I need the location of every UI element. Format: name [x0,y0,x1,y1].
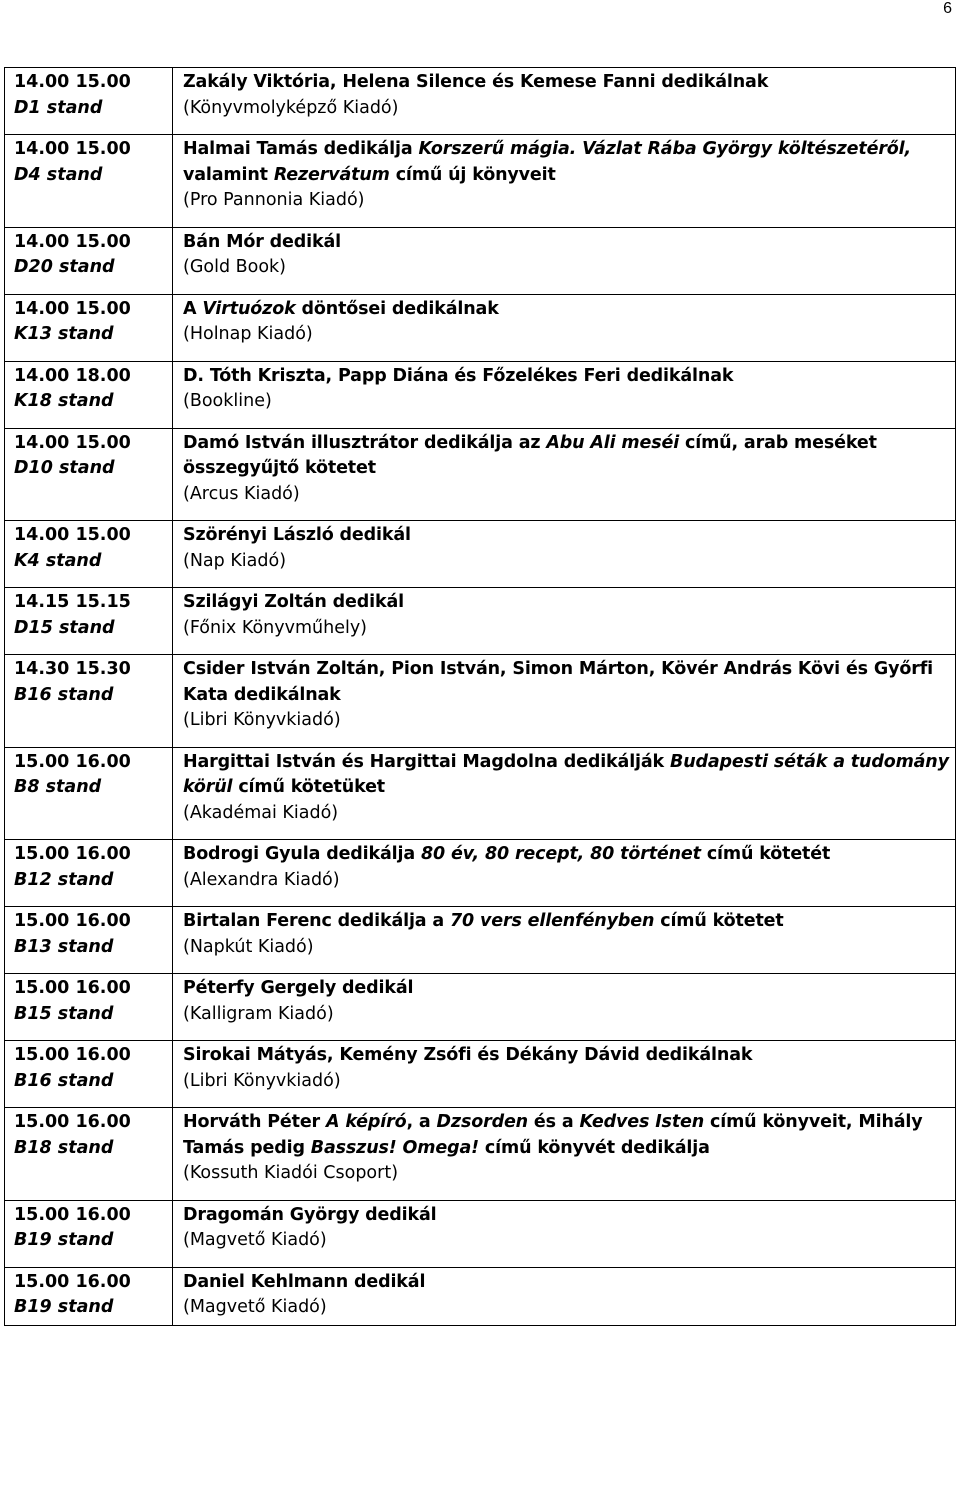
description-text: D. Tóth Kriszta, Papp Diána és Főzelékes Feri dedikálnak [183,365,734,386]
publisher-name: (Libri Könyvkiadó) [183,710,341,730]
time-range: 15.00 16.00 [14,844,131,864]
stand-label: D10 stand [14,458,115,478]
publisher-name: (Arcus Kiadó) [183,483,300,504]
time-range: 15.00 16.00 [14,1112,131,1132]
description-text: című kötetét [700,844,831,864]
event-cell [173,747,956,840]
publisher-name: (Gold Book) [183,257,287,277]
event-cell [173,907,956,974]
publisher-name: (Pro Pannonia Kiadó) [183,190,365,210]
stand-label: B12 stand [14,869,114,890]
description-text: című új könyveit [389,164,556,185]
event-description [183,909,949,935]
event-cell [173,840,956,907]
event-description [183,1110,949,1161]
book-title: Kedves Isten [579,1112,705,1132]
event-cell [173,227,956,294]
stand-label: K4 stand [14,550,102,571]
schedule-row [5,294,956,361]
book-title: Abu Ali meséi [546,432,680,453]
publisher-name: (Kossuth Kiadói Csoport) [183,1163,399,1183]
publisher-name: (Akadémai Kiadó) [183,802,339,823]
stand-label: B19 stand [14,1297,114,1317]
time-cell [5,907,173,974]
publisher-name: (Kalligram Kiadó) [183,1003,334,1024]
schedule-row [5,68,956,135]
description-text: Dragomán György dedikál [183,1204,437,1225]
description-text: Daniel Kehlmann dedikál [183,1271,426,1292]
schedule-row [5,227,956,294]
description-text: című kötetet [654,911,784,931]
event-description [183,523,949,549]
description-text: Damó István illusztrátor dedikálja az [183,432,547,453]
event-cell [173,428,956,521]
publisher-name: (Könyvmolyképző Kiadó) [183,97,399,118]
description-text: Bodrogi Gyula dedikálja [183,844,421,864]
publisher-name: (Libri Könyvkiadó) [183,1070,341,1091]
schedule-row [5,840,956,907]
event-cell [173,974,956,1041]
time-cell [5,521,173,588]
description-text: Halmai Tamás dedikálja [183,139,419,159]
stand-label: D15 stand [14,617,115,638]
event-description [183,750,949,801]
time-cell [5,974,173,1041]
description-text: című könyveit, Mihály Tamás pedig [183,1112,923,1158]
event-description [183,1043,949,1069]
stand-label: K18 stand [14,391,114,411]
time-cell [5,1200,173,1267]
description-text: Hargittai István és Hargittai Magdolna dedikálják [183,751,670,772]
schedule-row [5,135,956,228]
description-text: és a [527,1112,580,1132]
event-cell [173,1041,956,1108]
stand-label: B19 stand [14,1230,114,1250]
stand-label: D20 stand [14,257,115,277]
event-description [183,230,949,256]
description-text: Birtalan Ferenc dedikálja a [183,911,451,931]
time-range: 15.00 16.00 [14,1045,131,1065]
book-title: Virtuózok [202,298,296,319]
event-description [183,137,949,188]
publisher-name: (Nap Kiadó) [183,550,287,571]
time-range: 14.00 18.00 [14,365,131,386]
description-text: Szilágyi Zoltán dedikál [183,592,404,612]
schedule-row [5,747,956,840]
book-title: Basszus! Omega! [310,1137,479,1158]
time-cell [5,227,173,294]
description-text: Zakály Viktória, Helena Silence és Kemese Fanni dedikálnak [183,72,769,92]
schedule-row [5,1041,956,1108]
event-cell [173,1200,956,1267]
time-range: 15.00 16.00 [14,1204,131,1225]
event-cell [173,294,956,361]
event-description [183,842,949,868]
time-range: 15.00 16.00 [14,978,131,998]
book-title: 80 év, 80 recept, 80 történet [420,844,701,864]
time-range: 14.00 15.00 [14,298,131,319]
description-text: Csider István Zoltán, Pion István, Simon Márton, Kövér András Kövi és Győrfi Kata dedikálnak [183,659,934,705]
publisher-name: (Alexandra Kiadó) [183,869,340,890]
publisher-name: (Főnix Könyvműhely) [183,617,368,638]
stand-label: K13 stand [14,324,114,344]
description-text: , a [406,1112,437,1132]
stand-label: D4 stand [14,164,103,185]
event-description [183,1270,949,1296]
book-title: Dzsorden [436,1112,528,1132]
time-range: 14.15 15.15 [14,592,131,612]
time-range: 14.00 15.00 [14,231,131,252]
event-cell [173,1108,956,1201]
publisher-name: (Magvető Kiadó) [183,1297,327,1317]
schedule-row [5,907,956,974]
schedule-row [5,655,956,748]
time-range: 14.00 15.00 [14,432,131,453]
description-text: Szörényi László dedikál [183,525,411,545]
stand-label: B18 stand [14,1137,114,1158]
description-text: című, arab meséket összegyűjtő kötetet [183,432,877,478]
time-cell [5,135,173,228]
event-cell [173,655,956,748]
description-text: A [183,298,203,319]
time-range: 14.00 15.00 [14,525,131,545]
event-cell [173,68,956,135]
book-title: Korszerű mágia. Vázlat Rába György költészetéről, [418,139,912,159]
event-cell [173,1267,956,1325]
signing-schedule-table [4,67,956,1326]
schedule-row [5,1200,956,1267]
time-cell [5,428,173,521]
stand-label: B16 stand [14,684,114,705]
publisher-name: (Magvető Kiadó) [183,1230,327,1250]
event-cell [173,588,956,655]
time-cell [5,1041,173,1108]
time-range: 15.00 16.00 [14,751,131,772]
event-description [183,976,949,1002]
description-text: Horváth Péter [183,1112,326,1132]
time-cell [5,747,173,840]
event-cell [173,135,956,228]
publisher-name: (Bookline) [183,391,272,411]
schedule-row [5,1108,956,1201]
description-text: Sirokai Mátyás, Kemény Zsófi és Dékány Dávid dedikálnak [183,1045,753,1065]
time-cell [5,361,173,428]
schedule-row [5,521,956,588]
schedule-row [5,1267,956,1325]
time-cell [5,1267,173,1325]
page-number: 6 [943,0,952,17]
description-text: című könyvét dedikálja [478,1137,710,1158]
event-cell [173,361,956,428]
time-cell [5,655,173,748]
schedule-row [5,588,956,655]
publisher-name: (Napkút Kiadó) [183,936,314,957]
book-title: Budapesti séták a tudomány körül [183,751,949,797]
stand-label: D1 stand [14,97,103,118]
time-cell [5,1108,173,1201]
schedule-row [5,361,956,428]
time-cell [5,68,173,135]
time-range: 14.00 15.00 [14,72,131,92]
book-title: A képíró [325,1112,407,1132]
schedule-row [5,428,956,521]
event-description [183,70,949,96]
time-cell [5,840,173,907]
time-cell [5,588,173,655]
time-range: 14.30 15.30 [14,659,131,679]
event-description [183,657,949,708]
event-description [183,431,949,482]
book-title: 70 vers ellenfényben [450,911,655,931]
book-title: Rezervátum [273,164,390,185]
time-range: 15.00 16.00 [14,1271,131,1292]
event-description [183,297,949,323]
stand-label: B8 stand [14,777,102,797]
schedule-body [5,68,956,1326]
event-description [183,1203,949,1229]
event-cell [173,521,956,588]
description-text: valamint [183,164,274,185]
event-description [183,364,949,390]
description-text: Bán Mór dedikál [183,231,341,252]
description-text: döntősei dedikálnak [295,298,499,319]
stand-label: B13 stand [14,936,114,957]
time-range: 15.00 16.00 [14,911,131,931]
time-range: 14.00 15.00 [14,139,131,159]
stand-label: B15 stand [14,1003,114,1024]
event-description [183,590,949,616]
stand-label: B16 stand [14,1070,114,1091]
description-text: Péterfy Gergely dedikál [183,978,414,998]
description-text: című kötetüket [232,777,386,797]
schedule-row [5,974,956,1041]
publisher-name: (Holnap Kiadó) [183,324,313,344]
time-cell [5,294,173,361]
